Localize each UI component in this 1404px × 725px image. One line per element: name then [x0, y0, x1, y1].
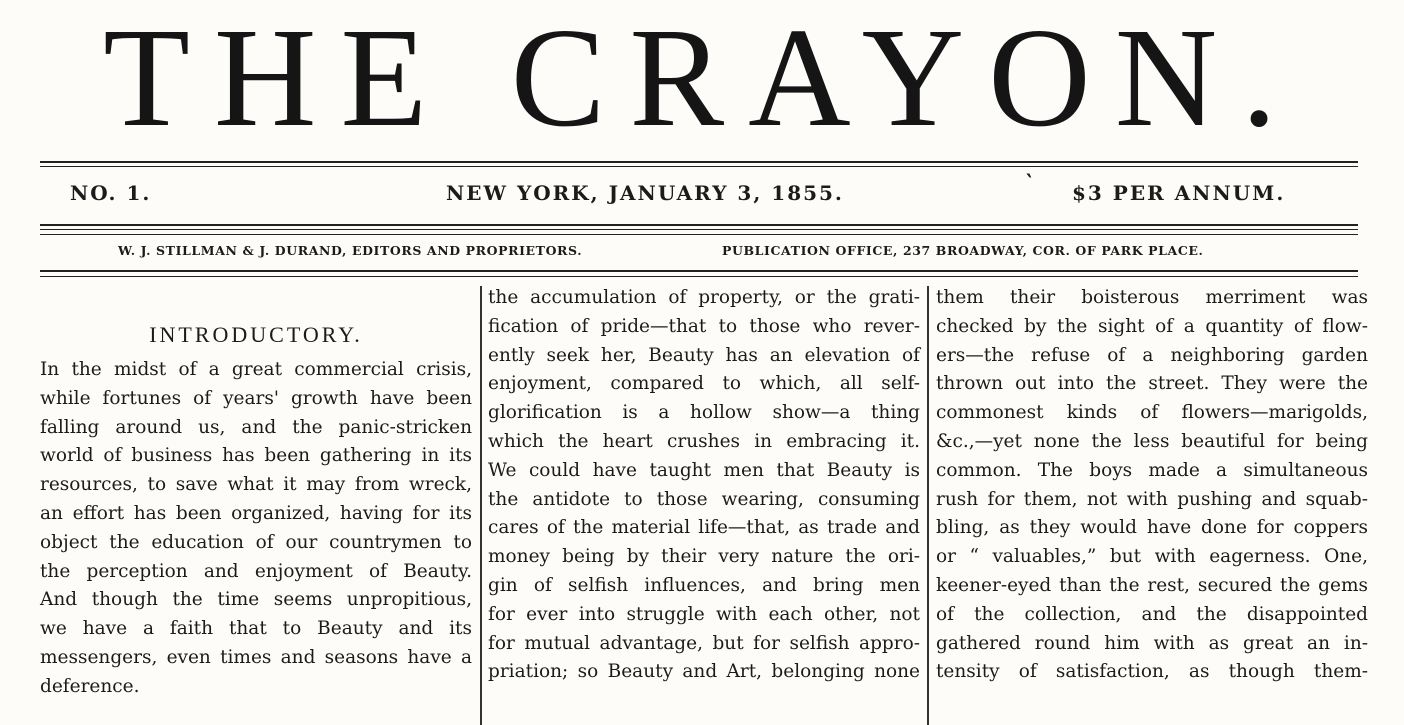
column-line: ers—the refuse of a neighboring garden	[936, 344, 1368, 366]
column-3	[936, 284, 1368, 687]
column-line: fication of pride—that to those who rever-	[488, 315, 920, 337]
stray-ink-mark: ‵	[1026, 170, 1032, 196]
dateline-rule-upper	[40, 224, 1358, 226]
top-double-rule-upper	[40, 161, 1358, 163]
column-line: while fortunes of years' growth have been	[40, 387, 472, 409]
column-line: of the collection, and the disappointed	[936, 603, 1368, 625]
column-line: the perception and enjoyment of Beauty.	[40, 560, 472, 582]
top-double-rule-lower	[40, 166, 1358, 167]
column-line: messengers, even times and seasons have a	[40, 646, 472, 668]
column-line: thrown out into the street. They were the	[936, 373, 1368, 395]
column-line: glorification is a hollow show—a thing	[488, 402, 920, 424]
column-line: checked by the sight of a quantity of flow-	[936, 315, 1368, 337]
column-line: or “ valuables,” but with eagerness. One,	[936, 546, 1368, 568]
column-line: keener-eyed than the rest, secured the gems	[936, 574, 1368, 596]
column-line: &c.,—yet none the less beautiful for being	[936, 430, 1368, 452]
column-line: for ever into struggle with each other, not	[488, 603, 920, 625]
column-line: them their boisterous merriment was	[936, 287, 1368, 308]
column-line: we have a faith that to Beauty and its	[40, 618, 472, 640]
column-line: cares of the material life—that, as trade and	[488, 517, 920, 539]
column-line: gathered round him with as great an in-	[936, 632, 1368, 654]
column-line: the antidote to those wearing, consuming	[488, 488, 920, 510]
imprint-rule-lower	[40, 276, 1358, 277]
column-line: priation; so Beauty and Art, belonging none	[488, 661, 920, 683]
dateline-rule-third	[40, 234, 1358, 235]
column-line: We could have taught men that Beauty is	[488, 459, 920, 481]
column-line: for mutual advantage, but for selfish appro-	[488, 632, 920, 654]
imprint-rule-upper	[40, 270, 1358, 272]
subscription-price: $3 PER ANNUM.	[1072, 181, 1286, 205]
column-divider-2	[927, 286, 929, 725]
article-heading: INTRODUCTORY.	[149, 322, 363, 347]
column-divider-1	[480, 286, 482, 725]
column-line: an effort has been organized, having for its	[40, 502, 472, 524]
column-1	[40, 298, 472, 702]
issue-place-date: NEW YORK, JANUARY 3, 1855.	[446, 181, 844, 205]
column-line: deference.	[40, 675, 140, 697]
column-line: And though the time seems unpropitious,	[40, 589, 472, 611]
office-line: PUBLICATION OFFICE, 237 BROADWAY, COR. OF PARK PLACE.	[722, 243, 1204, 258]
column-line: rush for them, not with pushing and squab-	[936, 488, 1368, 510]
column-line: tensity of satisfaction, as though them-	[936, 661, 1368, 683]
column-2	[488, 284, 920, 687]
masthead-title: THE CRAYON.	[103, 0, 1301, 156]
editors-line: W. J. STILLMAN & J. DURAND, EDITORS AND PROPRIETORS.	[118, 243, 583, 258]
column-line: the accumulation of property, or the grati-	[488, 287, 920, 308]
column-line: world of business has been gathering in its	[40, 445, 472, 467]
column-line: gin of selfish influences, and bring men	[488, 574, 920, 596]
column-line: object the education of our countrymen to	[40, 531, 472, 553]
column-line: which the heart crushes in embracing it.	[488, 430, 920, 452]
column-line: money being by their very nature the ori-	[488, 546, 920, 568]
column-line: commonest kinds of flowers—marigolds,	[936, 402, 1368, 424]
column-line: bling, as they would have done for coppers	[936, 517, 1368, 539]
column-line: common. The boys made a simultaneous	[936, 459, 1368, 481]
column-line: falling around us, and the panic-stricken	[40, 416, 472, 438]
issue-number: NO. 1.	[70, 181, 152, 205]
column-line: ently seek her, Beauty has an elevation of	[488, 344, 920, 366]
column-line: resources, to save what it may from wreck,	[40, 474, 472, 496]
dateline-rule-lower	[40, 229, 1358, 230]
column-line: enjoyment, compared to which, all self-	[488, 373, 920, 395]
column-line: In the midst of a great commercial crisis,	[40, 359, 472, 380]
